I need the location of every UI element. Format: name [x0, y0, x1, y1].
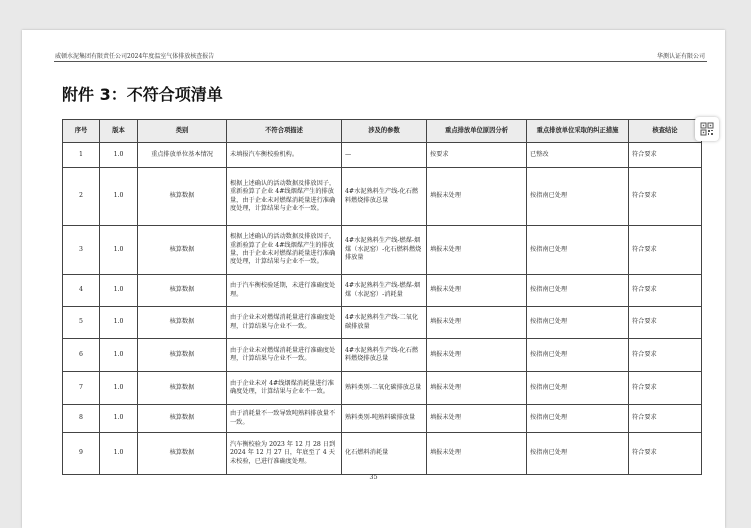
cell-description: 由于汽车衡校验延期，未进行准确度处理。 — [227, 275, 342, 307]
cell-description: 由于企业未对 4#线烟煤消耗量进行准确度处理，计算结果与企业不一致。 — [227, 372, 342, 405]
cell-analysis: 填报未处理 — [427, 339, 527, 372]
table-row — [63, 168, 702, 226]
table-header-row — [63, 120, 702, 143]
table-row — [63, 275, 702, 307]
cell-analysis: 填报未处理 — [427, 226, 527, 275]
cell-version: 1.0 — [100, 372, 138, 405]
column-header: 涉及的参数 — [342, 120, 427, 143]
cell-no: 9 — [63, 433, 100, 475]
header-divider — [54, 61, 707, 62]
cell-analysis: 填报未处理 — [427, 405, 527, 433]
cell-version: 1.0 — [100, 168, 138, 226]
cell-category: 核算数据 — [138, 405, 227, 433]
cell-parameter: 4#水泥熟料生产线-二氧化碳排放量 — [342, 307, 427, 339]
column-header: 序号 — [63, 120, 100, 143]
cell-conclusion: 符合要求 — [629, 433, 702, 475]
cell-no: 3 — [63, 226, 100, 275]
cell-category: 核算数据 — [138, 226, 227, 275]
cell-action: 按指南已处理 — [527, 372, 629, 405]
cell-conclusion: 符合要求 — [629, 339, 702, 372]
cell-no: 4 — [63, 275, 100, 307]
cell-parameter: 熟料类别-吨熟料碳排放量 — [342, 405, 427, 433]
cell-action: 按指南已处理 — [527, 307, 629, 339]
column-header: 类别 — [138, 120, 227, 143]
cell-version: 1.0 — [100, 339, 138, 372]
cell-description: 由于企业未对燃煤消耗量进行准确度处理，计算结果与企业不一致。 — [227, 339, 342, 372]
cell-version: 1.0 — [100, 143, 138, 168]
table-row — [63, 433, 702, 475]
table-row — [63, 143, 702, 168]
column-header: 版本 — [100, 120, 138, 143]
cell-analysis: 填报未处理 — [427, 307, 527, 339]
cell-conclusion: 符合要求 — [629, 275, 702, 307]
qr-code-button[interactable] — [695, 117, 719, 141]
cell-analysis: 填报未处理 — [427, 168, 527, 226]
cell-conclusion: 符合要求 — [629, 307, 702, 339]
cell-description: 由于企业未对燃煤消耗量进行准确度处理，计算结果与企业不一致。 — [227, 307, 342, 339]
table-row — [63, 339, 702, 372]
column-header: 重点排放单位原因分析 — [427, 120, 527, 143]
table-row — [63, 372, 702, 405]
cell-action: 按指南已处理 — [527, 226, 629, 275]
cell-action: 按指南已处理 — [527, 405, 629, 433]
cell-analysis: 填报未处理 — [427, 275, 527, 307]
cell-category: 核算数据 — [138, 433, 227, 475]
cell-parameter: — — [342, 143, 427, 168]
cell-analysis: 填报未处理 — [427, 372, 527, 405]
cell-category: 核算数据 — [138, 307, 227, 339]
cell-version: 1.0 — [100, 307, 138, 339]
cell-parameter: 4#水泥熟料生产线-燃煤-烟煤（水泥窑）-消耗量 — [342, 275, 427, 307]
cell-parameter: 化石燃料消耗量 — [342, 433, 427, 475]
column-header: 核查结论 — [629, 120, 702, 143]
cell-description: 根据上述确认的活动数据及排放因子，重新验算了企业 4#线烟煤产生的排放量，由于企业未对燃煤消耗量进行准确度处理，计算结果与企业不一致。 — [227, 226, 342, 275]
cell-category: 重点排放单位基本情况 — [138, 143, 227, 168]
cell-version: 1.0 — [100, 405, 138, 433]
page-number: 35 — [369, 473, 378, 481]
table-row — [63, 405, 702, 433]
document-page — [22, 30, 725, 528]
nonconformity-table — [62, 119, 702, 475]
cell-parameter: 4#水泥熟料生产线-化石燃料燃烧排放总量 — [342, 168, 427, 226]
header-left-text: 威顿水泥集团有限责任公司2024年度温室气体排放核查报告 — [55, 53, 215, 60]
column-header: 不符合项描述 — [227, 120, 342, 143]
column-header: 重点排放单位采取的纠正措施 — [527, 120, 629, 143]
cell-action: 按指南已处理 — [527, 339, 629, 372]
cell-version: 1.0 — [100, 433, 138, 475]
cell-description: 根据上述确认的活动数据及排放因子，重新验算了企业 4#线烟煤产生的排放量，由于企业未对燃煤消耗量进行准确度处理，计算结果与企业不一致。 — [227, 168, 342, 226]
cell-analysis: 按要求 — [427, 143, 527, 168]
cell-no: 6 — [63, 339, 100, 372]
cell-parameter: 熟料类别-二氧化碳排放总量 — [342, 372, 427, 405]
cell-category: 核算数据 — [138, 275, 227, 307]
cell-category: 核算数据 — [138, 168, 227, 226]
cell-no: 7 — [63, 372, 100, 405]
cell-description: 汽车衡校验为 2023 年 12 月 28 日到 2024 年 12 月 27 日，年底至了 4 天未校验，已进行准确度处理。 — [227, 433, 342, 475]
cell-action: 已整改 — [527, 143, 629, 168]
cell-no: 2 — [63, 168, 100, 226]
cell-conclusion: 符合要求 — [629, 405, 702, 433]
header-right-text: 华测认证有限公司 — [656, 53, 705, 60]
table-row — [63, 307, 702, 339]
cell-category: 核算数据 — [138, 372, 227, 405]
cell-action: 按指南已处理 — [527, 433, 629, 475]
cell-conclusion: 符合要求 — [629, 372, 702, 405]
cell-conclusion: 符合要求 — [629, 226, 702, 275]
cell-category: 核算数据 — [138, 339, 227, 372]
cell-no: 8 — [63, 405, 100, 433]
cell-no: 5 — [63, 307, 100, 339]
cell-conclusion: 符合要求 — [629, 168, 702, 226]
cell-analysis: 填报未处理 — [427, 433, 527, 475]
cell-version: 1.0 — [100, 275, 138, 307]
cell-version: 1.0 — [100, 226, 138, 275]
page-title: 附件 3：不符合项清单 — [62, 85, 223, 104]
cell-parameter: 4#水泥熟料生产线-化石燃料燃烧排放总量 — [342, 339, 427, 372]
qr-code-icon — [700, 122, 714, 136]
cell-no: 1 — [63, 143, 100, 168]
cell-description: 由于消耗量不一致导致吨熟料排放量不一致。 — [227, 405, 342, 433]
cell-conclusion: 符合要求 — [629, 143, 702, 168]
cell-description: 未填报汽车衡校验机构。 — [227, 143, 342, 168]
table-row — [63, 226, 702, 275]
cell-parameter: 4#水泥熟料生产线-燃煤-烟煤（水泥窑）-化石燃料燃烧排放量 — [342, 226, 427, 275]
cell-action: 按指南已处理 — [527, 275, 629, 307]
cell-action: 按指南已处理 — [527, 168, 629, 226]
